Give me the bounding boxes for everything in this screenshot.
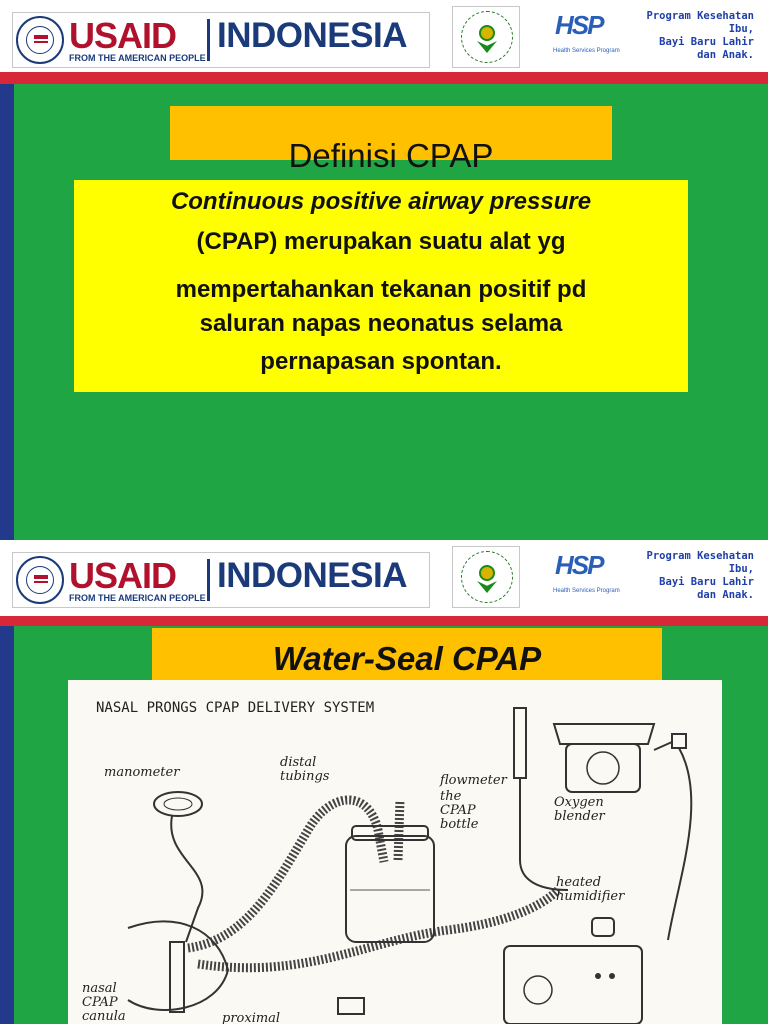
idai-logo-icon (452, 546, 520, 608)
corrugated-tubing (188, 800, 384, 948)
connector-piece (338, 998, 364, 1014)
usaid-tagline: FROM THE AMERICAN PEOPLE (69, 53, 206, 63)
power-plug-icon (672, 734, 686, 748)
label-distal: distal (280, 755, 317, 770)
label-heated: heated (556, 875, 602, 890)
usaid-seal-icon (16, 556, 64, 604)
label-humidifier: humidifier (556, 889, 625, 904)
program-line: dan Anak. (697, 589, 754, 601)
bottle-cap (352, 826, 428, 840)
definition-line: pernapasan spontan. (260, 348, 502, 375)
program-line: Bayi Baru Lahir (659, 36, 754, 48)
hsp-mark: HSP (555, 550, 603, 580)
program-line: dan Anak. (697, 49, 754, 61)
blender-dial (587, 752, 619, 784)
usaid-country: INDONESIA (217, 16, 407, 55)
label-blender: blender (554, 809, 605, 824)
diagram-heading: NASAL PRONGS CPAP DELIVERY SYSTEM (96, 700, 375, 716)
label-oxygen: Oxygen (554, 795, 604, 810)
program-line: Program Kesehatan (646, 550, 754, 562)
program-line: Program Kesehatan (646, 10, 754, 22)
label-flowmeter: flowmeter (440, 773, 507, 788)
usaid-tagline: FROM THE AMERICAN PEOPLE (69, 593, 206, 603)
usaid-wordmark: USAID (69, 555, 177, 596)
hsp-mark: HSP (555, 10, 603, 40)
label-cpap: CPAP (440, 803, 476, 818)
label-proximal: proximal (222, 1011, 281, 1024)
definition-line: (CPAP) merupakan suatu alat yg (196, 228, 566, 255)
definition-box (74, 180, 688, 392)
infant-head (128, 921, 228, 1010)
flowmeter-icon (514, 708, 526, 778)
hsp-subtitle: Health Services Program (553, 588, 620, 594)
label-tubings: tubings (280, 769, 330, 784)
left-accent-bar (0, 84, 14, 540)
definition-line: mempertahankan tekanan positif pd (175, 276, 587, 303)
label-nasal: nasal (82, 981, 117, 996)
definition-line: Continuous positive airway pressure (170, 188, 592, 215)
label-canula: canula (82, 1009, 126, 1024)
cpap-bottle-icon (346, 836, 434, 942)
slide-title-bar (170, 106, 612, 174)
usaid-country: INDONESIA (217, 556, 407, 595)
definition-line: saluran napas neonatus selama (199, 310, 563, 337)
humidifier-chamber (592, 918, 614, 936)
cpap-diagram-drawing (68, 680, 722, 1024)
usaid-seal-icon (16, 16, 64, 64)
hsp-subtitle: Health Services Program (553, 48, 620, 54)
program-line: Ibu, (728, 563, 754, 575)
usaid-indonesia-logo (12, 12, 430, 68)
header-banner (0, 540, 768, 612)
program-line: Ibu, (728, 23, 754, 35)
red-divider (0, 616, 768, 626)
program-line: Bayi Baru Lahir (659, 576, 754, 588)
humidifier-knob (524, 976, 552, 1004)
usaid-indonesia-logo (12, 552, 430, 608)
label-bottle: bottle (440, 817, 479, 832)
red-divider (0, 72, 768, 84)
slide-water-seal-cpap (0, 540, 768, 1024)
label-manometer: manometer (104, 765, 180, 780)
slide-title: Definisi CPAP (288, 137, 494, 174)
humidifier-button (595, 973, 601, 979)
cpap-delivery-diagram (68, 680, 722, 1024)
program-text (620, 10, 754, 62)
oxygen-blender-icon (566, 744, 640, 792)
power-cord (668, 748, 691, 940)
slide-title-bar (152, 628, 662, 680)
blender-top (554, 724, 654, 744)
humidifier-button (609, 973, 615, 979)
program-text (620, 550, 754, 602)
left-accent-bar (0, 626, 14, 1024)
idai-logo-icon (452, 6, 520, 68)
label-nasal-cpap: CPAP (82, 995, 118, 1010)
bottle-tubing (398, 800, 400, 860)
plug-cord (654, 742, 672, 750)
label-the: the (440, 789, 462, 804)
slide-title: Water-Seal CPAP (272, 640, 542, 677)
manometer-dial (164, 798, 192, 810)
header-banner (0, 0, 768, 72)
logo-divider (207, 559, 210, 601)
usaid-wordmark: USAID (69, 15, 177, 56)
logo-divider (207, 19, 210, 61)
nasal-prong-holder (170, 942, 184, 1012)
manometer-icon (154, 792, 202, 816)
